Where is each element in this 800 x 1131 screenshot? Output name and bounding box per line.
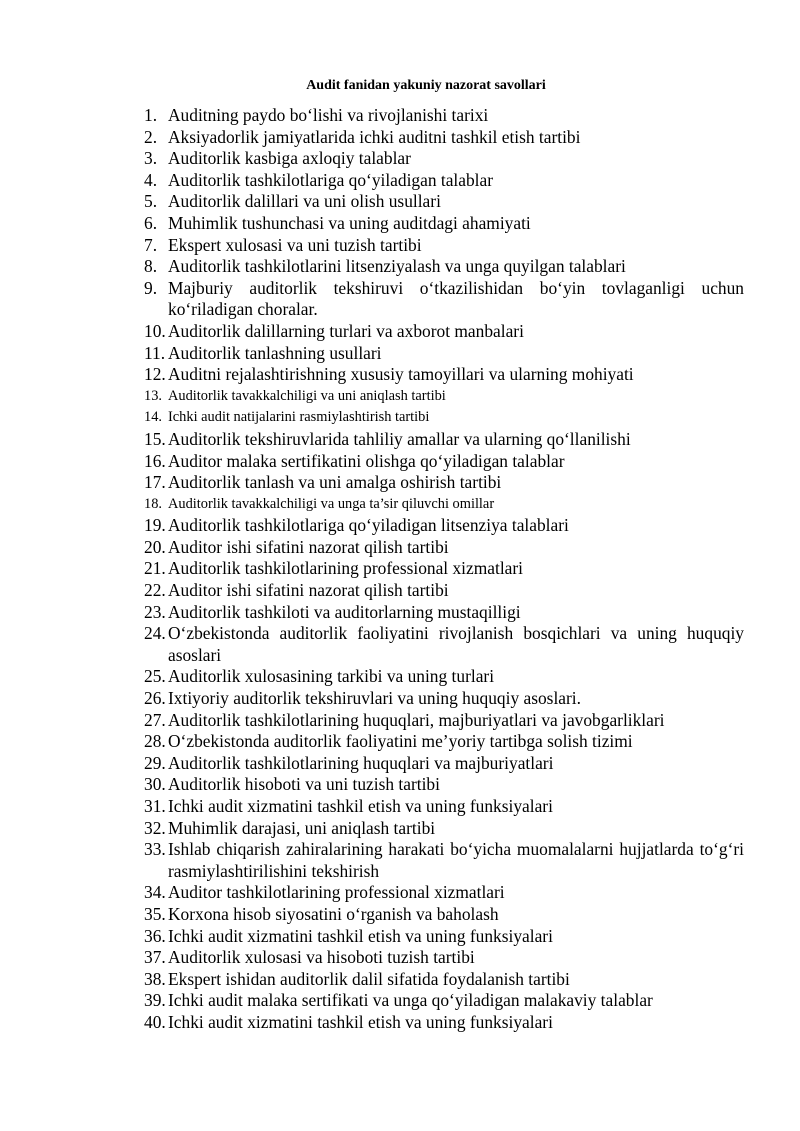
item-number: 12. xyxy=(144,364,166,385)
item-number: 30. xyxy=(144,774,166,795)
list-item xyxy=(144,774,744,796)
item-text: Auditorlik tavakkalchiligi va uni aniqlash tartibi xyxy=(168,387,446,404)
item-number: 38. xyxy=(144,968,166,989)
item-text: Auditorlik tavakkalchiligi va unga ta’sir qiluvchi omillar xyxy=(168,495,495,512)
item-text: Auditorlik tashkiloti va auditorlarning mustaqilligi xyxy=(168,601,521,622)
list-item xyxy=(144,191,744,213)
list-item xyxy=(144,882,744,904)
list-item xyxy=(144,386,744,408)
item-text: Auditorlik xulosasining tarkibi va uning turlari xyxy=(168,666,495,687)
item-number: 14. xyxy=(144,409,162,426)
item-text: Auditorlik xulosasi va hisoboti tuzish tartibi xyxy=(168,947,475,968)
list-item xyxy=(144,969,744,991)
item-number: 16. xyxy=(144,450,166,471)
item-text: Ishlab chiqarish zahiralarining harakati bo‘yicha muomalalarni hujjatlarda to‘g‘ri rasmiylashtirilishini tekshirish xyxy=(168,839,744,881)
item-text: Auditor ishi sifatini nazorat qilish tartibi xyxy=(168,580,449,601)
item-text: Auditorlik tashkilotlariga qo‘yiladigan litsenziya talablari xyxy=(168,515,569,536)
item-number: 33. xyxy=(144,839,166,860)
item-text: Muhimlik tushunchasi va uning auditdagi ahamiyati xyxy=(168,212,531,233)
item-text: Auditning paydo bo‘lishi va rivojlanishi tarixi xyxy=(168,105,489,125)
list-item xyxy=(144,127,744,149)
item-number: 3. xyxy=(144,148,158,169)
item-number: 15. xyxy=(144,428,166,449)
item-number: 2. xyxy=(144,126,158,147)
item-number: 7. xyxy=(144,234,158,255)
list-item xyxy=(144,990,744,1012)
item-number: 17. xyxy=(144,472,166,493)
item-text: Auditor malaka sertifikatini olishga qo‘yiladigan talablar xyxy=(168,450,565,471)
item-text: Auditorlik tekshiruvlarida tahliliy amallar va ularning qo‘llanilishi xyxy=(168,428,631,449)
item-number: 10. xyxy=(144,320,166,341)
item-number: 13. xyxy=(144,387,162,404)
list-item xyxy=(144,364,744,386)
item-number: 39. xyxy=(144,990,166,1011)
list-item xyxy=(144,321,744,343)
item-number: 8. xyxy=(144,256,158,277)
item-text: Auditor tashkilotlarining professional xizmatlari xyxy=(168,882,505,903)
list-item xyxy=(144,710,744,732)
question-list xyxy=(144,105,744,1034)
item-number: 20. xyxy=(144,536,166,557)
list-item xyxy=(144,494,744,516)
item-text: Auditorlik tanlash va uni amalga oshirish tartibi xyxy=(168,472,502,493)
item-text: Ekspert xulosasi va uni tuzish tartibi xyxy=(168,234,422,255)
item-text: Auditni rejalashtirishning xususiy tamoyillari va ularning mohiyati xyxy=(168,364,634,385)
item-text: Auditorlik tashkilotlariga qo‘yiladigan talablar xyxy=(168,169,494,190)
item-number: 36. xyxy=(144,925,166,946)
item-text: Auditor ishi sifatini nazorat qilish tartibi xyxy=(168,536,449,557)
item-text: Auditorlik tanlashning usullari xyxy=(168,342,382,363)
item-number: 26. xyxy=(144,688,166,709)
item-text: Ichki audit malaka sertifikati va unga qo‘yiladigan malakaviy talablar xyxy=(168,990,653,1011)
item-text: Ichki audit xizmatini tashkil etish va uning funksiyalari xyxy=(168,796,553,816)
list-item xyxy=(144,580,744,602)
list-item xyxy=(144,278,744,321)
list-item xyxy=(144,148,744,170)
item-text: Ichki audit xizmatini tashkil etish va uning funksiyalari xyxy=(168,925,553,946)
list-item xyxy=(144,515,744,537)
item-text: Muhimlik darajasi, uni aniqlash tartibi xyxy=(168,817,436,838)
item-text: Auditorlik kasbiga axloqiy talablar xyxy=(168,148,411,169)
item-text: Auditorlik dalillarning turlari va axborot manbalari xyxy=(168,320,524,341)
item-text: Ichki audit xizmatini tashkil etish va uning funksiyalari xyxy=(168,1011,553,1032)
item-number: 29. xyxy=(144,752,166,773)
item-text: Ichki audit natijalarini rasmiylashtirish tartibi xyxy=(168,409,430,426)
list-item xyxy=(144,407,744,429)
list-item xyxy=(144,731,744,753)
item-text: O‘zbekistonda auditorlik faoliyatini me’yoriy tartibga solish tizimi xyxy=(168,731,633,752)
item-text: Auditorlik tashkilotlarini litsenziyalash va unga quyilgan talablari xyxy=(168,256,626,277)
item-text: Auditorlik hisoboti va uni tuzish tartibi xyxy=(168,774,440,795)
item-number: 40. xyxy=(144,1011,166,1032)
item-number: 32. xyxy=(144,817,166,838)
list-item xyxy=(144,1012,744,1034)
item-number: 23. xyxy=(144,601,166,622)
item-text: Auditorlik tashkilotlarining huquqlari, majburiyatlari va javobgarliklari xyxy=(168,709,665,730)
list-item xyxy=(144,623,744,666)
item-text: Aksiyadorlik jamiyatlarida ichki auditni tashkil etish tartibi xyxy=(168,126,581,147)
item-number: 21. xyxy=(144,558,166,579)
list-item xyxy=(144,429,744,451)
item-text: Auditorlik tashkilotlarining professional xizmatlari xyxy=(168,558,523,579)
item-number: 31. xyxy=(144,796,166,816)
item-number: 6. xyxy=(144,212,158,233)
item-text: Ixtiyoriy auditorlik tekshiruvlari va uning huquqiy asoslari. xyxy=(168,688,581,709)
item-number: 9. xyxy=(144,277,158,298)
list-item xyxy=(144,947,744,969)
list-item xyxy=(144,213,744,235)
item-text: Auditorlik dalillari va uni olish usullari xyxy=(168,191,441,212)
list-item xyxy=(144,451,744,473)
document-title: Audit fanidan yakuniy nazorat savollari xyxy=(306,78,546,93)
list-item xyxy=(144,602,744,624)
item-number: 4. xyxy=(144,169,158,190)
list-item xyxy=(144,839,744,882)
item-text: Ekspert ishidan auditorlik dalil sifatida foydalanish tartibi xyxy=(168,968,570,989)
item-number: 25. xyxy=(144,666,166,687)
item-text: O‘zbekistonda auditorlik faoliyatini rivojlanish bosqichlari va uning huquqiy asoslari xyxy=(168,623,744,665)
list-item xyxy=(144,688,744,710)
list-item xyxy=(144,753,744,775)
list-item xyxy=(144,537,744,559)
list-item xyxy=(144,796,744,818)
list-item xyxy=(144,235,744,257)
list-item xyxy=(144,256,744,278)
item-number: 1. xyxy=(144,105,158,125)
item-number: 35. xyxy=(144,903,166,924)
item-number: 22. xyxy=(144,580,166,601)
list-item xyxy=(144,558,744,580)
list-item xyxy=(144,105,744,127)
item-number: 19. xyxy=(144,515,166,536)
list-item xyxy=(144,170,744,192)
item-number: 18. xyxy=(144,495,162,512)
list-item xyxy=(144,472,744,494)
item-number: 37. xyxy=(144,947,166,968)
item-number: 24. xyxy=(144,623,166,644)
item-number: 27. xyxy=(144,709,166,730)
list-item xyxy=(144,818,744,840)
item-number: 28. xyxy=(144,731,166,752)
item-text: Auditorlik tashkilotlarining huquqlari va majburiyatlari xyxy=(168,752,554,773)
list-item xyxy=(144,904,744,926)
item-text: Korxona hisob siyosatini o‘rganish va baholash xyxy=(168,903,499,924)
item-text: Majburiy auditorlik tekshiruvi o‘tkazilishidan bo‘yin tovlaganligi uchun ko‘riladigan choralar. xyxy=(168,277,744,320)
item-number: 5. xyxy=(144,191,158,212)
list-item xyxy=(144,666,744,688)
list-item xyxy=(144,926,744,948)
item-number: 11. xyxy=(144,342,166,363)
item-number: 34. xyxy=(144,882,166,903)
list-item xyxy=(144,343,744,365)
